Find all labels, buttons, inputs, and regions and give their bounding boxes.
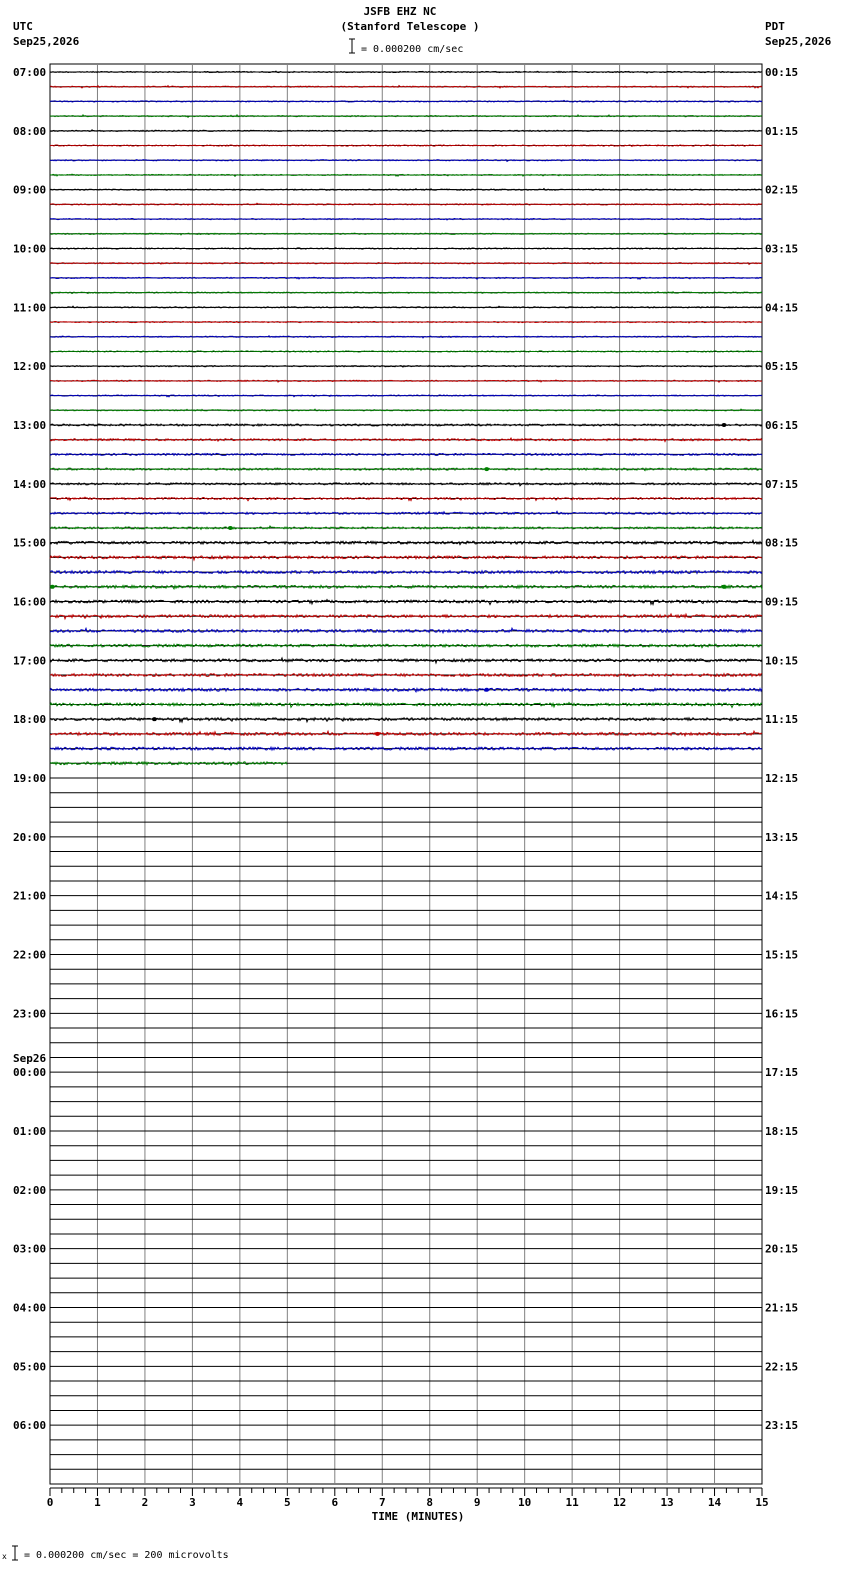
utc-hour-label: 08:00 <box>13 124 47 138</box>
utc-hour-label: 16:00 <box>13 595 47 609</box>
event-marker <box>152 717 157 721</box>
utc-hour-label: 23:00 <box>13 1007 47 1021</box>
x-tick-label: 11 <box>565 1496 579 1509</box>
seismic-trace <box>50 218 762 220</box>
x-tick-label: 0 <box>46 1496 54 1509</box>
site-title: (Stanford Telescope ) <box>340 20 480 33</box>
left-date: Sep25,2026 <box>13 35 80 48</box>
pdt-hour-label: 23:15 <box>765 1419 799 1433</box>
pdt-hour-label: 09:15 <box>765 595 799 609</box>
seismic-trace <box>50 86 762 88</box>
seismic-trace <box>50 145 762 147</box>
pdt-hour-label: 11:15 <box>765 713 799 727</box>
seismic-trace <box>50 718 762 722</box>
seismic-trace <box>50 453 762 455</box>
x-tick-label: 15 <box>755 1496 769 1509</box>
x-tick-label: 1 <box>94 1496 101 1509</box>
x-tick-label: 5 <box>284 1496 291 1509</box>
x-tick-label: 3 <box>189 1496 196 1509</box>
utc-hour-label: 06:00 <box>13 1419 47 1433</box>
event-marker <box>228 526 233 530</box>
x-tick-label: 8 <box>426 1496 434 1509</box>
utc-hour-label: 19:00 <box>13 772 47 785</box>
right-date: Sep25,2026 <box>765 35 832 48</box>
seismic-trace <box>50 556 762 560</box>
seismic-trace <box>50 674 762 677</box>
utc-hour-label: 00:00 <box>13 1066 47 1080</box>
pdt-hour-label: 06:15 <box>765 419 799 432</box>
pdt-hour-label: 07:15 <box>765 477 799 491</box>
utc-hour-label: 18:00 <box>13 713 47 727</box>
seismic-trace <box>50 115 762 117</box>
utc-hour-label: 22:00 <box>13 948 47 962</box>
footer-scale-note: = 0.000200 cm/sec = 200 microvolts <box>24 1550 229 1561</box>
event-marker <box>722 423 727 427</box>
station-title: JSFB EHZ NC <box>363 5 437 18</box>
pdt-hour-label: 19:15 <box>765 1183 799 1197</box>
pdt-hour-label: 12:15 <box>765 772 799 785</box>
seismic-trace <box>50 600 762 605</box>
pdt-hour-label: 15:15 <box>765 948 799 962</box>
footer-marker: x <box>2 1552 7 1561</box>
x-tick-label: 6 <box>331 1496 339 1509</box>
pdt-hour-label: 00:15 <box>765 66 799 79</box>
seismic-trace <box>50 71 762 73</box>
utc-hour-label: 07:00 <box>13 66 47 79</box>
seismic-trace <box>50 336 762 338</box>
pdt-hour-label: 04:15 <box>765 301 799 315</box>
utc-hour-label: 21:00 <box>13 889 47 903</box>
x-tick-label: 12 <box>612 1496 627 1509</box>
x-axis-title: TIME (MINUTES) <box>371 1510 465 1523</box>
pdt-hour-label: 20:15 <box>765 1242 799 1256</box>
pdt-hour-label: 16:15 <box>765 1007 799 1021</box>
seismic-trace <box>50 614 762 619</box>
pdt-hour-label: 17:15 <box>765 1066 799 1080</box>
seismic-trace <box>50 483 762 486</box>
pdt-hour-label: 03:15 <box>765 242 799 256</box>
right-timezone: PDT <box>765 20 785 33</box>
pdt-hour-label: 02:15 <box>765 183 799 197</box>
pdt-hour-label: 08:15 <box>765 536 799 550</box>
x-tick-label: 7 <box>378 1496 386 1509</box>
pdt-hour-label: 22:15 <box>765 1360 799 1374</box>
utc-hour-label: 17:00 <box>13 654 47 668</box>
event-marker <box>722 585 727 589</box>
left-timezone: UTC <box>13 20 33 33</box>
scale-text: = 0.000200 cm/sec <box>361 44 464 55</box>
utc-hour-label: 04:00 <box>13 1301 47 1315</box>
event-marker <box>50 585 55 589</box>
utc-hour-label: 02:00 <box>13 1183 47 1197</box>
pdt-hour-label: 14:15 <box>765 889 799 903</box>
utc-hour-label: 05:00 <box>13 1360 47 1374</box>
x-tick-label: 10 <box>518 1496 532 1509</box>
utc-hour-label: 15:00 <box>13 536 47 550</box>
event-marker <box>375 732 380 736</box>
seismic-trace <box>50 174 762 176</box>
x-tick-label: 2 <box>141 1496 149 1509</box>
seismic-trace <box>50 395 762 397</box>
pdt-hour-label: 18:15 <box>765 1125 799 1138</box>
pdt-hour-label: 10:15 <box>765 654 799 668</box>
utc-hour-label: 14:00 <box>13 477 47 491</box>
pdt-hour-label: 05:15 <box>765 360 799 374</box>
utc-hour-label: 20:00 <box>13 830 47 844</box>
event-marker <box>484 688 489 692</box>
utc-hour-label: 10:00 <box>13 242 47 256</box>
x-tick-label: 4 <box>236 1496 244 1509</box>
event-marker <box>484 467 489 471</box>
utc-hour-label: 09:00 <box>13 183 47 197</box>
day-change-label: Sep26 <box>13 1052 47 1066</box>
x-tick-label: 9 <box>473 1496 481 1509</box>
utc-hour-label: 01:00 <box>13 1125 47 1138</box>
pdt-hour-label: 01:15 <box>765 124 799 138</box>
utc-hour-label: 11:00 <box>13 301 47 315</box>
pdt-hour-label: 13:15 <box>765 830 799 844</box>
x-tick-label: 14 <box>707 1496 722 1509</box>
seismic-trace <box>50 585 762 589</box>
pdt-hour-label: 21:15 <box>765 1301 799 1315</box>
seismic-trace <box>50 703 762 708</box>
utc-hour-label: 03:00 <box>13 1242 47 1256</box>
seismic-trace <box>50 306 762 308</box>
x-tick-label: 13 <box>660 1496 674 1509</box>
utc-hour-label: 13:00 <box>13 419 47 432</box>
utc-hour-label: 12:00 <box>13 360 47 374</box>
